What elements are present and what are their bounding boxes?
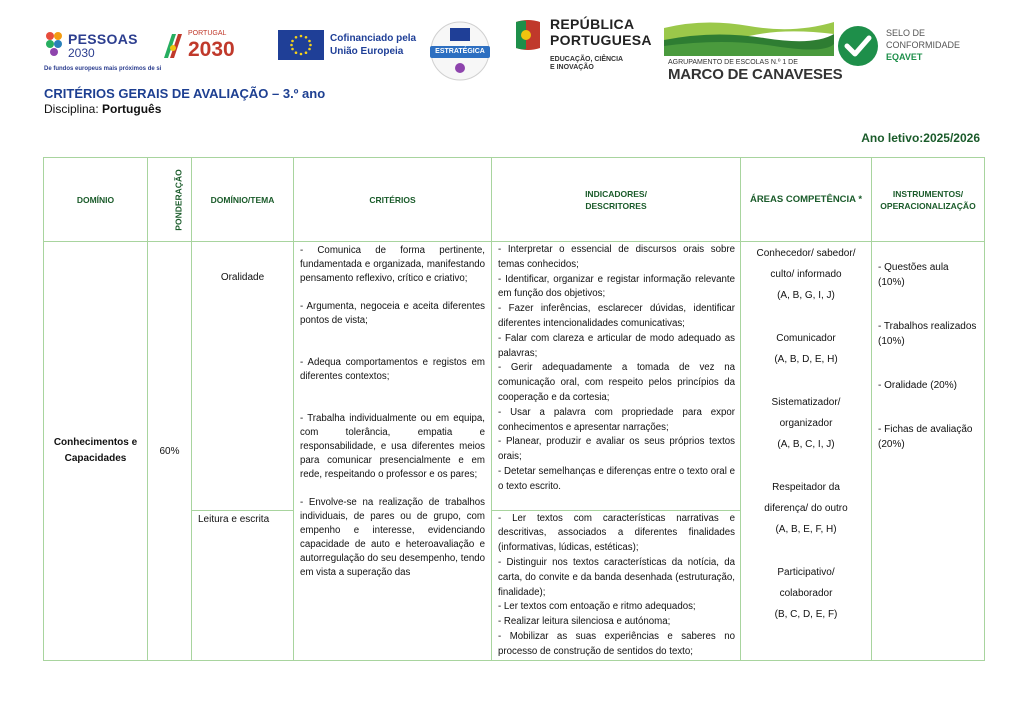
indicador-item: - Gerir adequadamente a tomada de vez na comunicação oral, com respeito pelos princípios da cooperação e da cortesia; — [498, 362, 735, 403]
eqavet-seal — [836, 24, 986, 72]
header-instrumentos — [872, 158, 985, 242]
criterio-item: - Envolve-se na realização de trabalhos individuais, de pares ou de grupo, com empenho e interesse, evidenciando capacidade de auto e heteroavaliação e autorregulação do seu desempenho, tendo em vista a superação das — [300, 497, 485, 578]
indicador-item: - Falar com clareza e articular de modo adequado as palavras; — [498, 332, 735, 359]
school-year: Ano letivo:2025/2026 — [861, 131, 980, 145]
header-tema: DOMÍNIO/TEMA — [192, 158, 294, 242]
portugal-2030-logo — [162, 30, 262, 66]
area-group — [741, 477, 871, 540]
eu-flag-icon — [278, 30, 324, 60]
area-codes: (B, C, D, E, F) — [774, 609, 838, 620]
republica-line2: PORTUGUESA — [550, 32, 652, 48]
area-group — [741, 328, 871, 370]
criterios-cell — [294, 242, 492, 661]
document-title: CRITÉRIOS GERAIS DE AVALIAÇÃO – 3.º ano — [44, 86, 326, 101]
dominio-line2: Capacidades — [64, 453, 127, 464]
criterios-list — [300, 244, 485, 660]
dominio-cell — [44, 242, 148, 661]
area-group — [741, 562, 871, 625]
header-indicadores-line1: INDICADORES/ — [585, 188, 647, 199]
indicadores-leitura-list — [498, 512, 735, 658]
area-name-line1: Respeitador da — [772, 482, 840, 493]
indicador-item: - Detetar semelhanças e diferenças entre o texto oral e o texto escrito. — [498, 465, 735, 492]
portugal-mark-icon — [162, 32, 184, 60]
area-codes: (A, B, D, E, H) — [774, 354, 838, 365]
criterio-item: - Comunica de forma pertinente, fundamentada e organizada, manifestando pensamento reflexivo, crítico e criativo; — [300, 245, 485, 284]
criteria-table — [43, 157, 985, 661]
indicador-item: - Identificar, organizar e registar informação relevante em função dos objetivos; — [498, 273, 735, 300]
criterio-item: - Adequa comportamentos e registos em diferentes contextos; — [300, 357, 485, 382]
estrategica-label: ESTRATÉGICA — [430, 46, 490, 58]
indicador-item: - Ler textos com características narrativas e descritivas, associados a diferentes finalidades (informativas, lúdicas, estéticas); — [498, 512, 735, 554]
header-instrumentos-line1: INSTRUMENTOS/ — [892, 188, 964, 199]
republica-line1: REPÚBLICA — [550, 16, 635, 32]
area-name-line1: Sistematizador/ — [771, 397, 841, 408]
header-dominio: DOMÍNIO — [44, 158, 148, 242]
agrupamento-line1: AGRUPAMENTO DE ESCOLAS N.º 1 DE — [668, 59, 798, 66]
instrumento-item: - Questões aula (10%) — [878, 262, 949, 288]
portugal-small-label: PORTUGAL — [188, 30, 227, 37]
estrategica-seal — [424, 20, 496, 82]
areas-cell — [741, 242, 872, 661]
pessoas-year: 2030 — [68, 46, 95, 60]
republica-portuguesa-logo — [514, 16, 658, 80]
criterio-item: - Trabalha individualmente ou em equipa, com tolerância, empatia e responsabilidade, e usa diferentes meios para comunicar presencialmente e em rede, respeitando o professor e os pares; — [300, 413, 485, 480]
area-codes: (A, B, E, F, H) — [775, 524, 837, 535]
instrumento-item: - Trabalhos realizados (10%) — [878, 321, 977, 347]
area-group — [741, 392, 871, 455]
dominio-line1: Conhecimentos e — [53, 437, 138, 448]
discipline-line — [44, 102, 161, 116]
eqavet-line3: EQAVET — [886, 52, 923, 62]
area-group — [741, 243, 871, 306]
area-name-line2: colaborador — [779, 588, 833, 599]
eqavet-line2: CONFORMIDADE — [886, 40, 960, 50]
eqavet-line1: SELO DE — [886, 28, 926, 38]
instrumento-item: - Fichas de avaliação (20%) — [878, 424, 973, 450]
header-instrumentos-line2: OPERACIONALIZAÇÃO — [880, 200, 976, 211]
instrumentos-cell — [872, 242, 985, 661]
eu-cofinanced-logo — [278, 30, 428, 60]
table-row-oralidade — [44, 242, 985, 511]
agrupamento-landscape-icon — [664, 18, 834, 56]
indicador-item: - Mobilizar as suas experiências e saberes no processo de construção de sentidos do texto; — [498, 631, 735, 657]
table-header-row — [44, 158, 985, 242]
area-name-line1: Conhecedor/ sabedor/ — [756, 248, 856, 259]
logo-strip — [0, 0, 1024, 88]
area-name-line2: organizador — [779, 418, 833, 429]
indicadores-leitura-cell — [492, 510, 741, 660]
indicador-item: - Realizar leitura silenciosa e autónoma; — [498, 616, 671, 628]
indicador-item: - Fazer inferências, esclarecer dúvidas, identificar diferentes intencionalidades comunicativas; — [498, 303, 735, 329]
header-indicadores-line2: DESCRITORES — [585, 200, 647, 211]
instrumento-item: - Oralidade (20%) — [878, 380, 957, 391]
agrupamento-line2: MARCO DE CANAVESES — [668, 66, 843, 83]
eqavet-check-icon — [836, 24, 880, 68]
pessoas-title: PESSOAS — [68, 31, 138, 47]
area-name-line1: Comunicador — [776, 333, 836, 344]
indicador-item: - Usar a palavra com propriedade para expor conhecimentos e apresentar narrações; — [498, 406, 735, 433]
area-name-line2: diferença/ do outro — [764, 503, 848, 514]
agrupamento-logo — [664, 18, 843, 84]
indicador-item: - Distinguir nos textos características da notícia, da carta, do convite e da banda desenhada (estruturação, finalidade); — [498, 557, 735, 598]
indicador-item: - Ler textos com entoação e ritmo adequados; — [498, 601, 696, 613]
eu-line1: Cofinanciado pela — [330, 33, 417, 44]
ponderacao-cell: 60% — [148, 242, 192, 661]
criterio-item: - Argumenta, negoceia e aceita diferentes pontos de vista; — [300, 301, 485, 326]
area-codes: (A, B, C, I, J) — [777, 439, 835, 450]
header-criterios: CRITÉRIOS — [294, 158, 492, 242]
indicadores-oralidade-cell — [492, 242, 741, 511]
republica-flag-icon — [514, 18, 542, 52]
area-name-line2: culto/ informado — [770, 269, 842, 280]
indicador-item: - Planear, produzir e avaliar os seus próprios textos orais; — [498, 436, 735, 463]
discipline-value: Português — [102, 102, 162, 116]
indicador-item: - Interpretar o essencial de discursos orais sobre temas conhecidos; — [498, 244, 735, 270]
portugal-year: 2030 — [188, 38, 235, 61]
header-areas: ÁREAS COMPETÊNCIA * — [741, 158, 872, 242]
tema-oralidade: Oralidade — [192, 242, 294, 511]
republica-line3: EDUCAÇÃO, CIÊNCIA — [550, 56, 624, 63]
pessoas-mark-icon — [44, 30, 64, 58]
eu-line2: União Europeia — [330, 46, 404, 57]
area-codes: (A, B, G, I, J) — [777, 290, 835, 301]
pessoas-tagline: De fundos europeus mais próximos de si — [44, 66, 162, 72]
area-name-line1: Participativo/ — [777, 567, 835, 578]
tema-leitura-escrita: Leitura e escrita — [192, 510, 294, 660]
discipline-label: Disciplina: — [44, 102, 103, 116]
header-ponderacao — [148, 158, 192, 242]
republica-line4: E INOVAÇÃO — [550, 64, 594, 71]
header-indicadores — [492, 158, 741, 242]
header-ponderacao-label: PONDERAÇÃO — [173, 168, 184, 231]
